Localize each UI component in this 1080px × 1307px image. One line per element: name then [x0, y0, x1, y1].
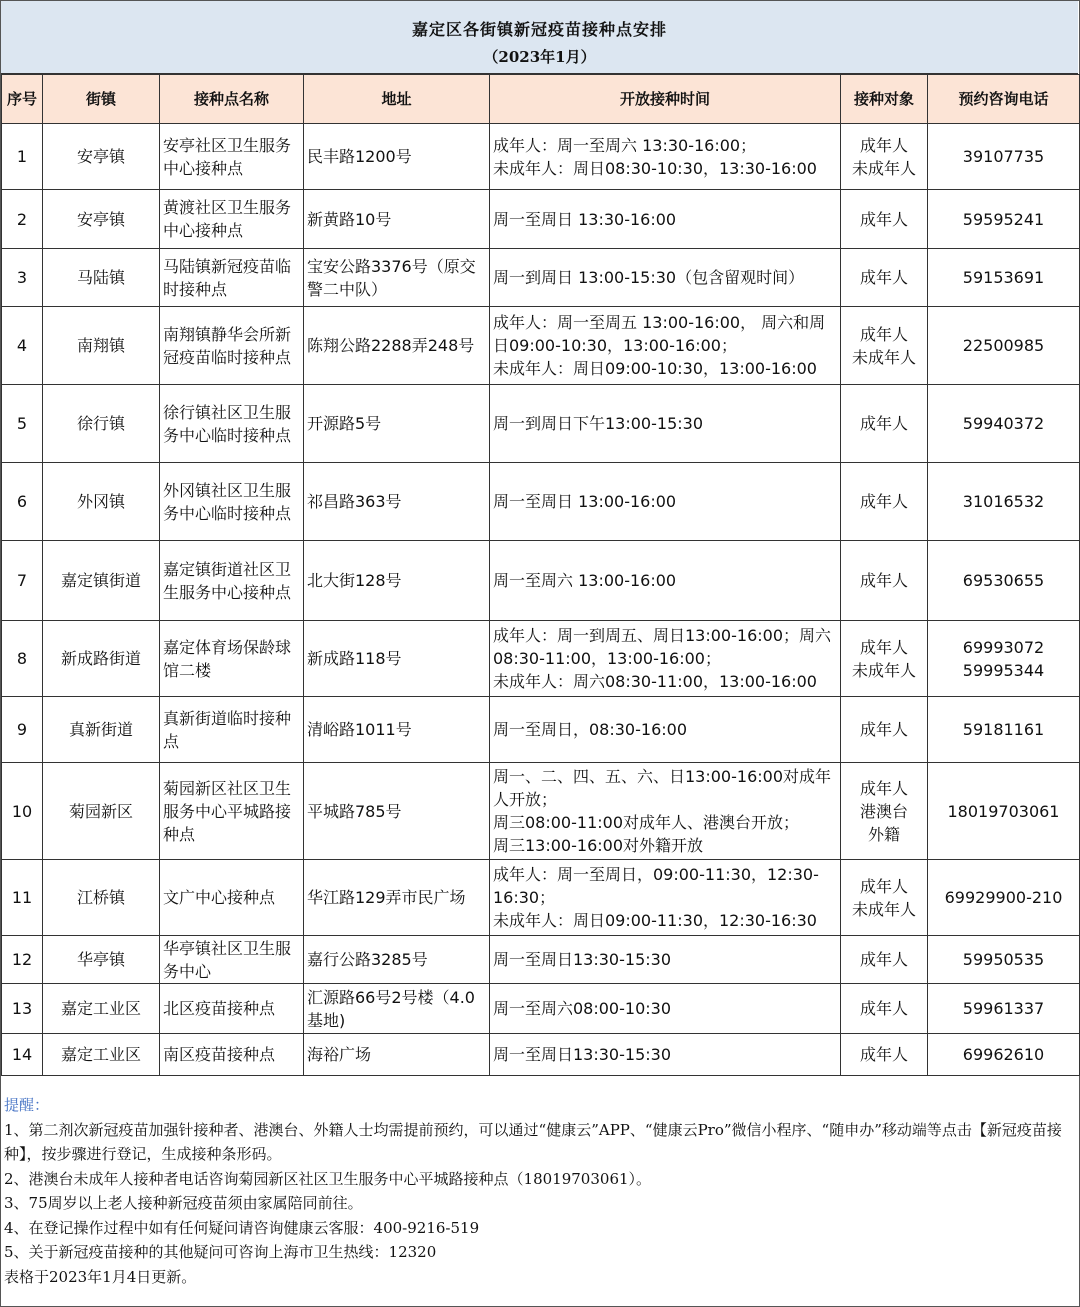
notes-list — [4, 1118, 1074, 1290]
row-address: 海裕广场 — [304, 1034, 490, 1076]
row-hours: 周一到周日下午13:00-15:30 — [490, 385, 841, 463]
note-item: 3、75周岁以上老人接种新冠疫苗须由家属陪同前往。 — [4, 1194, 363, 1212]
row-site-name: 安亭社区卫生服务中心接种点 — [160, 124, 304, 190]
row-site-name: 嘉定镇街道社区卫生服务中心接种点 — [160, 541, 304, 621]
row-town: 华亭镇 — [43, 936, 160, 984]
row-town: 安亭镇 — [43, 190, 160, 249]
table-row — [2, 1034, 1080, 1076]
row-target: 成年人 未成年人 — [841, 124, 928, 190]
page-title: 嘉定区各街镇新冠疫苗接种点安排 — [411, 20, 667, 39]
row-site-name: 嘉定体育场保龄球馆二楼 — [160, 621, 304, 697]
row-address: 宝安公路3376号（原交警二中队） — [304, 249, 490, 307]
header-phone: 预约咨询电话 — [928, 75, 1080, 124]
row-number: 6 — [2, 463, 43, 541]
row-target: 成年人 — [841, 541, 928, 621]
row-address: 嘉行公路3285号 — [304, 936, 490, 984]
row-number: 3 — [2, 249, 43, 307]
table-row — [2, 763, 1080, 860]
row-hours: 周一至周六 13:00-16:00 — [490, 541, 841, 621]
note-item: 5、关于新冠疫苗接种的其他疑问可咨询上海市卫生热线：12320 — [4, 1243, 437, 1261]
row-site-name: 华亭镇社区卫生服务中心 — [160, 936, 304, 984]
row-town: 外冈镇 — [43, 463, 160, 541]
table-row — [2, 936, 1080, 984]
row-town: 徐行镇 — [43, 385, 160, 463]
row-hours: 成年人：周一到周五、周日13:00-16:00；周六08:30-11:00，13:00-16:00； 未成年人：周六08:30-11:00，13:00-16:00 — [490, 621, 841, 697]
row-phone: 39107735 — [928, 124, 1080, 190]
row-town: 嘉定工业区 — [43, 1034, 160, 1076]
row-site-name: 黄渡社区卫生服务中心接种点 — [160, 190, 304, 249]
table-row — [2, 385, 1080, 463]
row-address: 清峪路1011号 — [304, 697, 490, 763]
row-phone: 69962610 — [928, 1034, 1080, 1076]
notes-section — [4, 1093, 1074, 1289]
header-target: 接种对象 — [841, 75, 928, 124]
table-row — [2, 541, 1080, 621]
notes-heading: 提醒： — [4, 1096, 50, 1114]
row-target: 成年人 未成年人 — [841, 621, 928, 697]
row-town: 嘉定工业区 — [43, 984, 160, 1034]
table-row — [2, 463, 1080, 541]
row-hours: 周一至周日13:30-15:30 — [490, 1034, 841, 1076]
note-item: 4、在登记操作过程中如有任何疑问请咨询健康云客服：400-9216-519 — [4, 1218, 480, 1237]
row-number: 13 — [2, 984, 43, 1034]
row-hours: 成年人：周一至周日，09:00-11:30，12:30-16:30； 未成年人：周日09:00-11:30，12:30-16:30 — [490, 860, 841, 936]
note-item: 表格于2023年1月4日更新。 — [4, 1267, 197, 1286]
header-site: 接种点名称 — [160, 75, 304, 124]
table-row — [2, 697, 1080, 763]
table-row — [2, 307, 1080, 385]
row-address: 新黄路10号 — [304, 190, 490, 249]
row-site-name: 北区疫苗接种点 — [160, 984, 304, 1034]
row-site-name: 菊园新区社区卫生服务中心平城路接种点 — [160, 763, 304, 860]
row-address: 开源路5号 — [304, 385, 490, 463]
row-town: 嘉定镇街道 — [43, 541, 160, 621]
row-phone: 18019703061 — [928, 763, 1080, 860]
row-number: 7 — [2, 541, 43, 621]
row-town: 菊园新区 — [43, 763, 160, 860]
row-target: 成年人 未成年人 — [841, 860, 928, 936]
row-address: 北大街128号 — [304, 541, 490, 621]
table-header-row — [2, 75, 1080, 124]
row-address: 平城路785号 — [304, 763, 490, 860]
row-target: 成年人 — [841, 1034, 928, 1076]
row-town: 南翔镇 — [43, 307, 160, 385]
title-banner — [1, 1, 1078, 74]
table-row — [2, 860, 1080, 936]
row-hours: 周一至周日 13:30-16:00 — [490, 190, 841, 249]
row-town: 新成路街道 — [43, 621, 160, 697]
row-hours: 周一至周六08:00-10:30 — [490, 984, 841, 1034]
row-site-name: 马陆镇新冠疫苗临时接种点 — [160, 249, 304, 307]
row-hours: 周一到周日 13:00-15:30（包含留观时间） — [490, 249, 841, 307]
note-item: 1、第二剂次新冠疫苗加强针接种者、港澳台、外籍人士均需提前预约，可以通过“健康云”APP、“健康云Pro”微信小程序、“随申办”移动端等点击【新冠疫苗接种】，按步骤进行登记，生成接种条形码。 — [4, 1120, 1062, 1163]
row-phone: 22500985 — [928, 307, 1080, 385]
table-row — [2, 621, 1080, 697]
row-site-name: 南翔镇静华会所新冠疫苗临时接种点 — [160, 307, 304, 385]
row-number: 14 — [2, 1034, 43, 1076]
header-town: 街镇 — [43, 75, 160, 124]
table-row — [2, 124, 1080, 190]
row-number: 1 — [2, 124, 43, 190]
table-row — [2, 190, 1080, 249]
row-target: 成年人 — [841, 463, 928, 541]
row-address: 华江路129弄市民广场 — [304, 860, 490, 936]
row-phone: 59940372 — [928, 385, 1080, 463]
row-address: 汇源路66号2号楼（4.0基地) — [304, 984, 490, 1034]
note-item: 2、港澳台未成年人接种者电话咨询菊园新区社区卫生服务中心平城路接种点（18019703061）。 — [4, 1169, 652, 1188]
row-phone: 69993072 59995344 — [928, 621, 1080, 697]
row-address: 民丰路1200号 — [304, 124, 490, 190]
page-subtitle: （2023年1月） — [483, 48, 596, 66]
row-site-name: 文广中心接种点 — [160, 860, 304, 936]
header-address: 地址 — [304, 75, 490, 124]
row-number: 4 — [2, 307, 43, 385]
row-address: 陈翔公路2288弄248号 — [304, 307, 490, 385]
row-number: 11 — [2, 860, 43, 936]
row-town: 江桥镇 — [43, 860, 160, 936]
row-town: 真新街道 — [43, 697, 160, 763]
row-hours: 成年人：周一至周六 13:30-16:00； 未成年人：周日08:30-10:30，13:30-16:00 — [490, 124, 841, 190]
row-phone: 59961337 — [928, 984, 1080, 1034]
header-hours: 开放接种时间 — [490, 75, 841, 124]
row-hours: 周一至周日，08:30-16:00 — [490, 697, 841, 763]
row-phone: 31016532 — [928, 463, 1080, 541]
row-site-name: 外冈镇社区卫生服务中心临时接种点 — [160, 463, 304, 541]
row-hours: 周一、二、四、五、六、日13:00-16:00对成年人开放； 周三08:00-11:00对成年人、港澳台开放； 周三13:00-16:00对外籍开放 — [490, 763, 841, 860]
row-hours: 成年人：周一至周五 13:00-16:00， 周六和周日09:00-10:30，13:00-16:00； 未成年人：周日09:00-10:30，13:00-16:00 — [490, 307, 841, 385]
table-row — [2, 984, 1080, 1034]
row-phone: 69530655 — [928, 541, 1080, 621]
row-site-name: 徐行镇社区卫生服务中心临时接种点 — [160, 385, 304, 463]
row-phone: 69929900-210 — [928, 860, 1080, 936]
row-phone: 59950535 — [928, 936, 1080, 984]
row-target: 成年人 — [841, 697, 928, 763]
row-target: 成年人 — [841, 936, 928, 984]
table-row — [2, 249, 1080, 307]
row-number: 5 — [2, 385, 43, 463]
row-target: 成年人 未成年人 — [841, 307, 928, 385]
row-town: 马陆镇 — [43, 249, 160, 307]
row-hours: 周一至周日13:30-15:30 — [490, 936, 841, 984]
row-hours: 周一至周日 13:00-16:00 — [490, 463, 841, 541]
row-phone: 59153691 — [928, 249, 1080, 307]
row-target: 成年人 — [841, 984, 928, 1034]
row-target: 成年人 港澳台 外籍 — [841, 763, 928, 860]
row-phone: 59181161 — [928, 697, 1080, 763]
row-target: 成年人 — [841, 385, 928, 463]
row-number: 2 — [2, 190, 43, 249]
row-number: 8 — [2, 621, 43, 697]
row-number: 12 — [2, 936, 43, 984]
row-target: 成年人 — [841, 190, 928, 249]
row-target: 成年人 — [841, 249, 928, 307]
row-address: 新成路118号 — [304, 621, 490, 697]
row-site-name: 南区疫苗接种点 — [160, 1034, 304, 1076]
row-number: 10 — [2, 763, 43, 860]
row-phone: 59595241 — [928, 190, 1080, 249]
vaccination-sites-table — [1, 74, 1080, 1076]
row-address: 祁昌路363号 — [304, 463, 490, 541]
header-no: 序号 — [2, 75, 43, 124]
row-town: 安亭镇 — [43, 124, 160, 190]
row-number: 9 — [2, 697, 43, 763]
row-site-name: 真新街道临时接种点 — [160, 697, 304, 763]
